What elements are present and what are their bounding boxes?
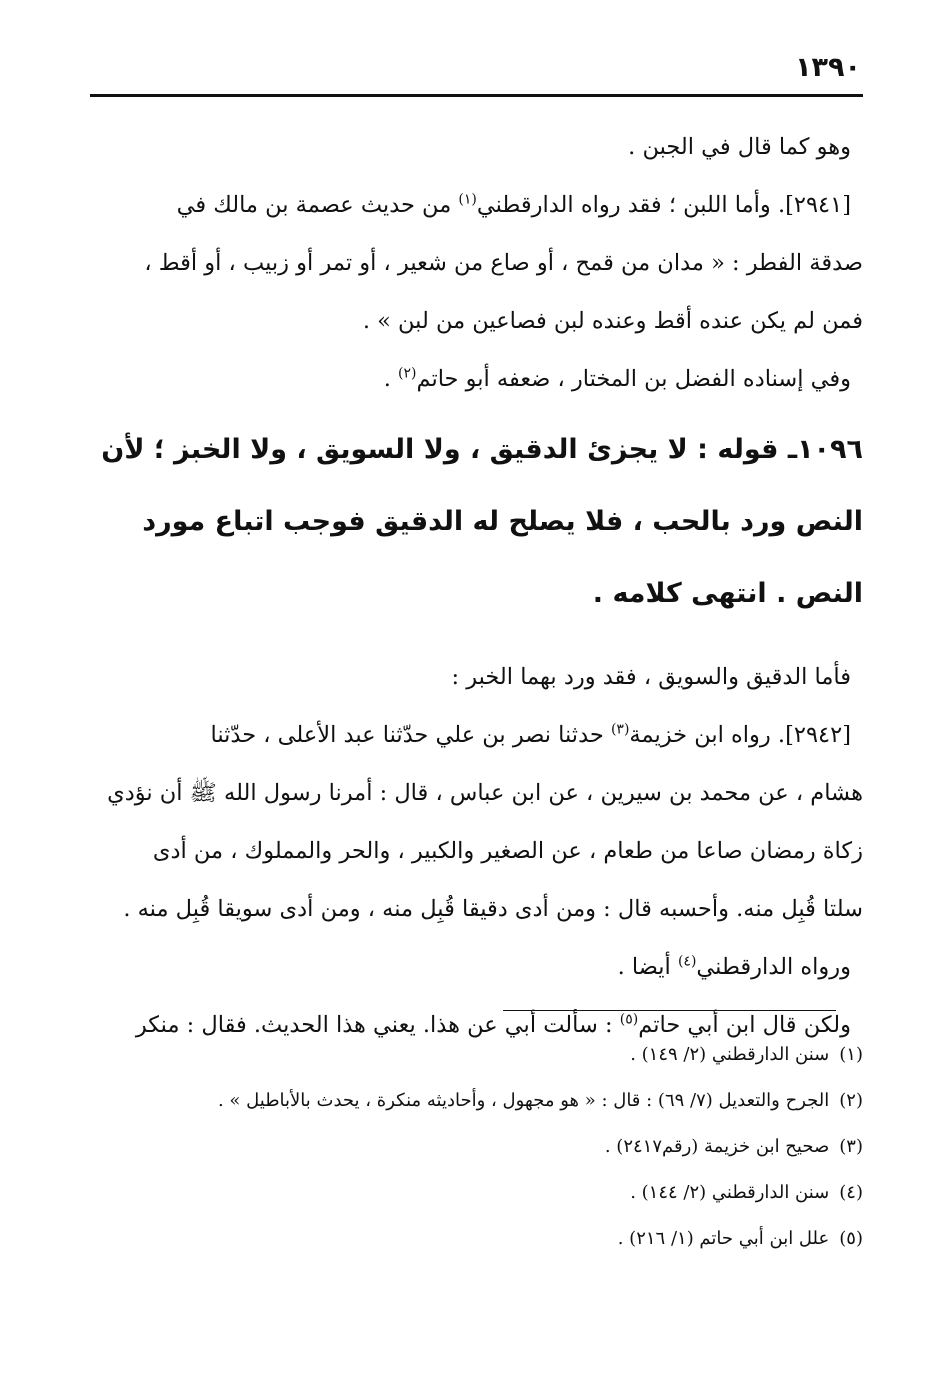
text-span: وهو كما قال في الجبن . <box>628 134 851 160</box>
page-number: ١٣٩٠ <box>795 52 861 83</box>
footnote-number: (١) <box>839 1044 863 1065</box>
text-span: ولكن قال ابن أبي حاتم <box>638 1012 851 1038</box>
footnote-ref[interactable]: (٥) <box>619 1011 639 1028</box>
footnote-text: سنن الدارقطني (٢/ ١٤٤) . <box>630 1182 830 1203</box>
footnote-number: (٢) <box>839 1090 863 1111</box>
footnote-number: (٣) <box>839 1136 863 1157</box>
footnote-ref[interactable]: (١) <box>458 191 477 208</box>
footnote-number: (٤) <box>839 1182 863 1203</box>
heading-line: ١٠٩٦ـ قوله : لا يجزئ الدقيق ، ولا السويق ، ولا الخبز ؛ لأن <box>101 434 863 465</box>
footnote-text: الجرح والتعديل (٧/ ٦٩) : قال : « هو مجهول ، وأحاديثه منكرة ، يحدث بالأباطيل » . <box>217 1090 830 1111</box>
heading-line: النص . انتهى كلامه . <box>592 578 863 609</box>
text-line <box>85 938 863 996</box>
text-line <box>85 648 863 706</box>
text-line <box>85 350 863 408</box>
text-span: ورواه الدارقطني <box>696 954 851 980</box>
text-span: : سألت أبي عن هذا. يعني هذا الحديث. فقال : منكر <box>135 1012 620 1038</box>
text-span: فأما الدقيق والسويق ، فقد ورد بهما الخبر : <box>451 664 851 690</box>
text-span: وفي إسناده الفضل بن المختار ، ضعفه أبو حاتم <box>416 366 851 392</box>
text-span: هشام ، عن محمد بن سيرين ، عن ابن عباس ، قال : أمرنا رسول الله ﷺ أن نؤدي <box>107 780 863 806</box>
text-span: من حديث عصمة بن مالك في <box>176 192 459 218</box>
text-line <box>85 822 863 880</box>
text-line <box>85 234 863 292</box>
text-span: سلتا قُبِل منه. وأحسبه قال : ومن أدى دقيقا قُبِل منه ، ومن أدى سويقا قُبِل منه . <box>123 896 863 922</box>
footnote-item <box>85 1170 863 1216</box>
heading-line: النص ورد بالحب ، فلا يصلح له الدقيق فوجب اتباع مورد <box>142 506 863 537</box>
text-span: [٢٩٤٢]. رواه ابن خزيمة <box>629 722 851 748</box>
text-line <box>85 880 863 938</box>
main-text <box>85 118 863 1054</box>
footnote-item <box>85 1032 863 1078</box>
text-span: . <box>383 366 398 392</box>
footnote-item <box>85 1124 863 1170</box>
text-span: زكاة رمضان صاعا من طعام ، عن الصغير والكبير ، والحر والمملوك ، من أدى <box>152 838 863 864</box>
text-line <box>85 118 863 176</box>
text-span: فمن لم يكن عنده أقط وعنده لبن فصاعين من لبن » . <box>362 308 863 334</box>
footnote-text: صحيح ابن خزيمة (رقم٢٤١٧) . <box>604 1136 830 1157</box>
text-span: أيضا . <box>617 954 678 980</box>
footnote-item <box>85 1078 863 1124</box>
issue-heading <box>85 414 863 630</box>
text-line <box>85 706 863 764</box>
footnote-text: علل ابن أبي حاتم (١/ ٢١٦) . <box>617 1228 830 1249</box>
footnote-number: (٥) <box>839 1228 863 1249</box>
footnote-text: سنن الدارقطني (٢/ ١٤٩) . <box>630 1044 830 1065</box>
footnote-ref[interactable]: (٤) <box>677 953 697 970</box>
footnotes <box>85 1032 863 1262</box>
footnote-item <box>85 1216 863 1262</box>
footnote-separator <box>503 1010 836 1011</box>
footnote-ref[interactable]: (٢) <box>398 365 417 382</box>
header-rule <box>90 94 863 97</box>
text-span: صدقة الفطر : « مدان من قمح ، أو صاع من شعير ، أو تمر أو زبيب ، أو أقط ، <box>144 250 863 276</box>
text-line <box>85 176 863 234</box>
text-span: حدثنا نصر بن علي حدّثنا عبد الأعلى ، حدّثنا <box>210 722 611 748</box>
text-line <box>85 292 863 350</box>
text-line <box>85 764 863 822</box>
footnote-ref[interactable]: (٣) <box>610 721 630 738</box>
text-span: [٢٩٤١]. وأما اللبن ؛ فقد رواه الدارقطني <box>476 192 851 218</box>
